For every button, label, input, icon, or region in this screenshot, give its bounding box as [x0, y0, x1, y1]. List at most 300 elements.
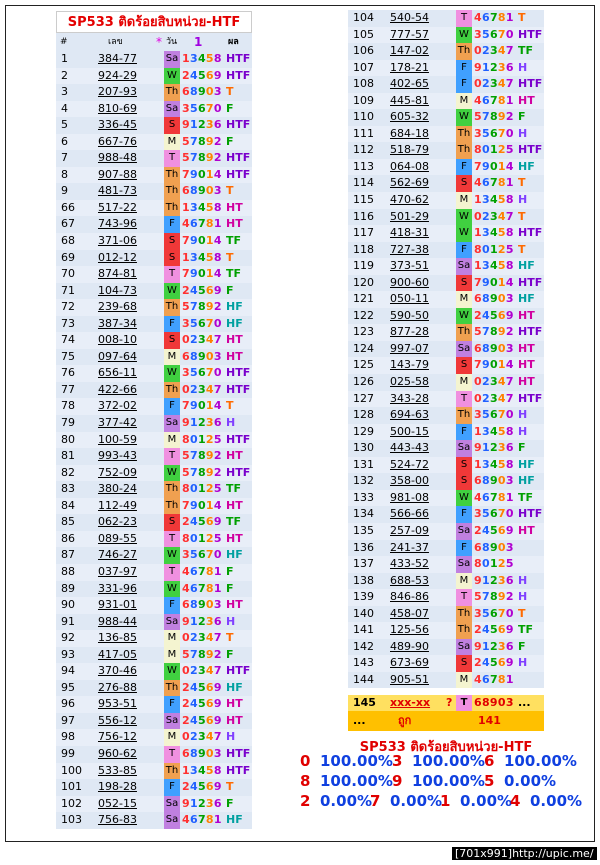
- row-set: 953-51: [98, 697, 137, 711]
- row-num: 97: [61, 713, 75, 727]
- row-result: T: [226, 399, 234, 413]
- row-day: Th: [164, 498, 180, 515]
- row-day: Th: [164, 183, 180, 200]
- row-digits: 02347: [474, 44, 514, 58]
- table-row: [56, 597, 252, 614]
- table-row: [348, 209, 544, 226]
- row-day: F: [164, 696, 180, 713]
- row-result: TF: [518, 44, 534, 58]
- row-num: 119: [353, 259, 374, 273]
- table-row: [348, 291, 544, 308]
- table-row: [56, 680, 252, 697]
- row-set: 743-96: [98, 217, 137, 231]
- stats-title: SP533 ติดร้อยสิบหน่วย-HTF: [359, 740, 533, 755]
- row-day: Th: [164, 481, 180, 498]
- hdr-digit: 1: [194, 35, 203, 49]
- row-num: 143: [353, 656, 374, 670]
- row-digits: 79014: [474, 275, 514, 289]
- row-result: HT: [518, 341, 535, 355]
- row-num: 113: [353, 159, 374, 173]
- table-row: [348, 523, 544, 540]
- row-digits: 24569: [182, 780, 222, 794]
- row-day: T: [164, 266, 180, 283]
- row-digits: 35670: [474, 606, 514, 620]
- row-digits: 46781: [182, 581, 222, 595]
- row-num: 133: [353, 490, 374, 504]
- row-num: 4: [61, 101, 68, 115]
- row-set: 370-46: [98, 664, 137, 678]
- row-num: 109: [353, 93, 374, 107]
- row-result: HT: [226, 449, 243, 463]
- row-digits: 57892: [182, 300, 222, 314]
- row-digits: 24569: [182, 697, 222, 711]
- row-set: 694-63: [390, 408, 429, 422]
- table-row: [56, 266, 252, 283]
- row-result: F: [518, 441, 526, 455]
- row-day: Th: [164, 299, 180, 316]
- row-result: HTF: [226, 664, 251, 678]
- table-row: [56, 299, 252, 316]
- row-digits: 80125: [474, 557, 514, 571]
- stat-value: 0.00%: [504, 772, 557, 790]
- row-digits: 46781: [474, 93, 514, 107]
- table-row: [348, 622, 544, 639]
- table-row: [56, 581, 252, 598]
- row-result: HTF: [226, 382, 251, 396]
- row-set: 777-57: [390, 27, 429, 41]
- table-row: [348, 308, 544, 325]
- row-set: 052-15: [98, 796, 137, 810]
- row-result: T: [518, 242, 526, 256]
- stat-value: 100.00%: [320, 752, 393, 770]
- table-row: [348, 407, 544, 424]
- row-num: 129: [353, 424, 374, 438]
- table-row: [348, 93, 544, 110]
- row-day: S: [456, 655, 472, 672]
- row-set: 198-28: [98, 780, 137, 794]
- row-result: HTF: [518, 391, 543, 405]
- row-day: Sa: [164, 51, 180, 68]
- row-digits: 13458: [474, 424, 514, 438]
- row-num: 84: [61, 498, 75, 512]
- row-set: 988-48: [98, 151, 137, 165]
- row-set: 037-97: [98, 564, 137, 578]
- row-set: 470-62: [390, 193, 429, 207]
- row-num: 96: [61, 697, 75, 711]
- row-num: 88: [61, 564, 75, 578]
- row-digits: 35670: [474, 126, 514, 140]
- row-set: 372-02: [98, 399, 137, 413]
- row-num: 1: [61, 52, 68, 65]
- row-num: 77: [61, 382, 75, 396]
- table-row: [348, 655, 544, 672]
- row-set: 012-12: [98, 250, 137, 264]
- row-digits: 13458: [474, 259, 514, 273]
- row-num: 128: [353, 408, 374, 422]
- row-digits: 46781: [182, 217, 222, 231]
- row-num: 139: [353, 590, 374, 604]
- row-num: 76: [61, 366, 75, 380]
- row-result: HF: [518, 292, 535, 306]
- row-day: Sa: [456, 440, 472, 457]
- row-digits: 91236: [182, 118, 222, 132]
- row-day: Th: [456, 43, 472, 60]
- row-set: 810-69: [98, 101, 137, 115]
- row-num: 74: [61, 333, 75, 347]
- table-row: [348, 606, 544, 623]
- row-set: 518-79: [390, 143, 429, 157]
- row-set: 336-45: [98, 118, 137, 132]
- row-digits: 35670: [182, 548, 222, 562]
- row-result: H: [518, 60, 528, 74]
- row-digits: 79014: [182, 267, 222, 281]
- table-row: [56, 630, 252, 647]
- table-row: [348, 258, 544, 275]
- row-num: 81: [61, 449, 75, 463]
- row-day: Sa: [164, 614, 180, 631]
- row-digits: 68903: [474, 292, 514, 306]
- row-result: F: [226, 564, 234, 578]
- row-set: 207-93: [98, 85, 137, 99]
- table-row: [56, 84, 252, 101]
- row-digits: 46781: [474, 490, 514, 504]
- row-day: W: [456, 490, 472, 507]
- row-num: 115: [353, 193, 374, 207]
- table-row: [348, 374, 544, 391]
- row-day: S: [456, 457, 472, 474]
- row-result: H: [518, 424, 528, 438]
- row-set: 008-10: [98, 333, 137, 347]
- row-day: F: [164, 779, 180, 796]
- row-digits: 13458: [182, 200, 222, 214]
- row-num: 69: [61, 250, 75, 264]
- row-set: 100-59: [98, 432, 137, 446]
- row-set: 458-07: [390, 606, 429, 620]
- row-num: 141: [353, 623, 374, 637]
- row-set: 481-73: [98, 184, 137, 198]
- row-digits: 68903: [182, 85, 222, 99]
- row-result: [518, 556, 544, 573]
- table-row: [348, 573, 544, 590]
- row-num: 93: [61, 647, 75, 661]
- table-row: [348, 192, 544, 209]
- row-num: 72: [61, 300, 75, 314]
- row-result: HTF: [226, 118, 251, 132]
- stat-key: 7: [370, 792, 381, 810]
- row-day: W: [164, 365, 180, 382]
- row-day: Sa: [456, 639, 472, 656]
- row-set: 384-77: [98, 52, 137, 65]
- row-num: 90: [61, 598, 75, 612]
- row-num: 112: [353, 143, 374, 157]
- row-set: 517-22: [98, 200, 137, 214]
- row-result: HT: [226, 598, 243, 612]
- row-digits: 80125: [182, 432, 222, 446]
- row-set: 025-58: [390, 375, 429, 389]
- row-day: F: [456, 540, 472, 557]
- row-day: F: [164, 216, 180, 233]
- row-result: HT: [518, 523, 535, 537]
- row-digits: 79014: [474, 159, 514, 173]
- row-result: HTF: [226, 52, 251, 65]
- row-num: 144: [353, 672, 374, 686]
- row-result: TF: [518, 490, 534, 504]
- row-result: TF: [518, 623, 534, 637]
- row-num: 135: [353, 523, 374, 537]
- sum-c: 141: [478, 714, 501, 727]
- row-day: Th: [456, 407, 472, 424]
- next-row: [348, 695, 544, 712]
- stat-key: 9: [392, 772, 403, 790]
- hdr-day: วัน: [166, 37, 178, 47]
- table-row: [56, 250, 252, 267]
- row-num: 78: [61, 399, 75, 413]
- row-num: 131: [353, 457, 374, 471]
- stat-key: 5: [484, 772, 495, 790]
- row-digits: 80125: [474, 242, 514, 256]
- row-result: H: [226, 730, 236, 744]
- table-row: [56, 332, 252, 349]
- row-digits: 57892: [182, 134, 222, 148]
- row-result: T: [226, 184, 234, 198]
- row-result: H: [518, 590, 528, 604]
- row-day: S: [164, 233, 180, 250]
- row-num: 67: [61, 217, 75, 231]
- stat-value: 100.00%: [412, 752, 485, 770]
- table-row: [56, 134, 252, 151]
- row-digits: 02347: [474, 375, 514, 389]
- row-set: 846-86: [390, 590, 429, 604]
- row-digits: 46781: [474, 672, 514, 686]
- row-digits: 79014: [182, 498, 222, 512]
- row-set: 756-83: [98, 813, 137, 827]
- row-set: 501-29: [390, 209, 429, 223]
- table-row: [56, 796, 252, 813]
- table-row: [56, 713, 252, 730]
- row-day: Th: [164, 200, 180, 217]
- row-result: HTF: [518, 275, 543, 289]
- row-day: T: [164, 448, 180, 465]
- row-set: 540-54: [390, 11, 429, 24]
- table-row: [348, 540, 544, 557]
- row-result: HT: [518, 358, 535, 372]
- row-num: 101: [61, 780, 82, 794]
- row-num: 82: [61, 465, 75, 479]
- row-set: 089-55: [98, 531, 137, 545]
- row-set: 605-32: [390, 110, 429, 124]
- row-set: 656-11: [98, 366, 137, 380]
- row-day: Th: [164, 84, 180, 101]
- row-day: M: [164, 630, 180, 647]
- row-result: HF: [518, 457, 535, 471]
- row-set: 673-69: [390, 656, 429, 670]
- row-digits: 35670: [474, 408, 514, 422]
- row-result: HF: [226, 316, 243, 330]
- row-result: F: [518, 639, 526, 653]
- next-num: 145: [353, 696, 376, 709]
- row-digits: 79014: [474, 358, 514, 372]
- row-num: 136: [353, 540, 374, 554]
- row-day: F: [164, 398, 180, 415]
- stat-key: 3: [392, 752, 403, 770]
- row-result: HT: [518, 375, 535, 389]
- row-day: T: [456, 589, 472, 606]
- row-result: HTF: [226, 366, 251, 380]
- table-row: [348, 473, 544, 490]
- row-num: 95: [61, 680, 75, 694]
- row-digits: 68903: [474, 540, 514, 554]
- table-row: [56, 514, 252, 531]
- row-digits: 68903: [182, 746, 222, 760]
- row-digits: 91236: [474, 60, 514, 74]
- row-num: 94: [61, 664, 75, 678]
- row-result: H: [518, 656, 528, 670]
- row-day: Sa: [164, 812, 180, 829]
- row-result: F: [226, 283, 234, 297]
- row-num: 83: [61, 482, 75, 496]
- row-result: HTF: [518, 77, 543, 91]
- table-row: [348, 10, 544, 27]
- next-res: ...: [518, 696, 531, 709]
- row-result: T: [226, 631, 234, 645]
- summary-row: [348, 711, 544, 731]
- table-row: [348, 672, 544, 689]
- row-digits: 57892: [474, 110, 514, 124]
- row-set: 143-79: [390, 358, 429, 372]
- row-result: HT: [226, 200, 243, 214]
- hdr-set: เลข: [108, 37, 123, 47]
- row-day: Th: [164, 167, 180, 184]
- row-digits: 79014: [182, 234, 222, 248]
- row-day: M: [456, 93, 472, 110]
- row-set: 147-02: [390, 44, 429, 58]
- row-num: 137: [353, 557, 374, 571]
- row-result: HTF: [226, 746, 251, 760]
- row-result: HTF: [226, 432, 251, 446]
- row-set: 125-56: [390, 623, 429, 637]
- row-num: 7: [61, 151, 68, 165]
- row-result: [518, 672, 544, 689]
- stat-value: 100.00%: [504, 752, 577, 770]
- row-day: W: [456, 109, 472, 126]
- row-digits: 68903: [182, 598, 222, 612]
- table-row: [56, 481, 252, 498]
- stat-value: 0.00%: [390, 792, 443, 810]
- row-day: W: [164, 547, 180, 564]
- row-digits: 02347: [474, 77, 514, 91]
- table-row: [348, 639, 544, 656]
- row-digits: 91236: [474, 573, 514, 587]
- table-row: [348, 159, 544, 176]
- table-row: [56, 233, 252, 250]
- hdr-star: *: [156, 35, 162, 49]
- stat-value: 0.00%: [460, 792, 513, 810]
- table-row: [56, 183, 252, 200]
- row-day: M: [456, 374, 472, 391]
- row-result: HTF: [518, 507, 543, 521]
- row-day: S: [164, 117, 180, 134]
- row-digits: 02347: [182, 631, 222, 645]
- stat-value: 0.00%: [530, 792, 583, 810]
- table-row: [56, 167, 252, 184]
- table-row: [56, 51, 252, 68]
- row-result: HT: [518, 93, 535, 107]
- table-row: [56, 647, 252, 664]
- row-num: 8: [61, 167, 68, 181]
- row-digits: 79014: [182, 167, 222, 181]
- row-set: 387-34: [98, 316, 137, 330]
- left-title: SP533 ติดร้อยสิบหน่วย-HTF: [56, 11, 252, 33]
- row-day: Sa: [164, 101, 180, 118]
- table-row: [56, 283, 252, 300]
- table-row: [56, 398, 252, 415]
- row-day: F: [456, 506, 472, 523]
- row-result: HT: [226, 349, 243, 363]
- row-day: F: [456, 60, 472, 77]
- row-day: F: [164, 597, 180, 614]
- row-set: 905-51: [390, 672, 429, 686]
- row-day: F: [164, 316, 180, 333]
- table-row: [56, 746, 252, 763]
- row-result: TF: [226, 234, 242, 248]
- row-digits: 91236: [182, 796, 222, 810]
- next-digits: 68903: [474, 696, 514, 709]
- row-day: S: [164, 250, 180, 267]
- table-row: [56, 696, 252, 713]
- row-digits: 91236: [474, 441, 514, 455]
- row-digits: 80125: [182, 531, 222, 545]
- hdr-res: ผล: [228, 37, 239, 47]
- table-row: [56, 812, 252, 829]
- row-set: 590-50: [390, 308, 429, 322]
- row-num: 130: [353, 441, 374, 455]
- row-num: 118: [353, 242, 374, 256]
- row-digits: 80125: [474, 143, 514, 157]
- row-result: H: [226, 416, 236, 430]
- row-result: HT: [226, 531, 243, 545]
- row-set: 050-11: [390, 292, 429, 306]
- row-num: 126: [353, 375, 374, 389]
- row-day: S: [456, 357, 472, 374]
- row-result: H: [518, 573, 528, 587]
- row-digits: 13458: [182, 763, 222, 777]
- stat-value: 0.00%: [320, 792, 373, 810]
- table-row: [348, 175, 544, 192]
- row-day: S: [456, 275, 472, 292]
- row-day: M: [456, 573, 472, 590]
- row-set: 276-88: [98, 680, 137, 694]
- row-day: F: [456, 424, 472, 441]
- row-num: 68: [61, 234, 75, 248]
- row-digits: 13458: [474, 226, 514, 240]
- row-result: HT: [226, 217, 243, 231]
- row-day: Th: [456, 126, 472, 143]
- row-num: 86: [61, 531, 75, 545]
- row-num: 104: [353, 11, 374, 24]
- table-row: [348, 275, 544, 292]
- row-digits: 24569: [182, 713, 222, 727]
- row-day: Sa: [164, 415, 180, 432]
- row-day: Th: [164, 680, 180, 697]
- footer-watermark: [701x991]http://upic.me/: [452, 847, 597, 860]
- row-num: 110: [353, 110, 374, 124]
- row-day: Th: [456, 324, 472, 341]
- row-digits: 13458: [474, 457, 514, 471]
- row-day: W: [456, 308, 472, 325]
- row-num: 5: [61, 118, 68, 132]
- table-row: [56, 763, 252, 780]
- row-set: 752-09: [98, 465, 137, 479]
